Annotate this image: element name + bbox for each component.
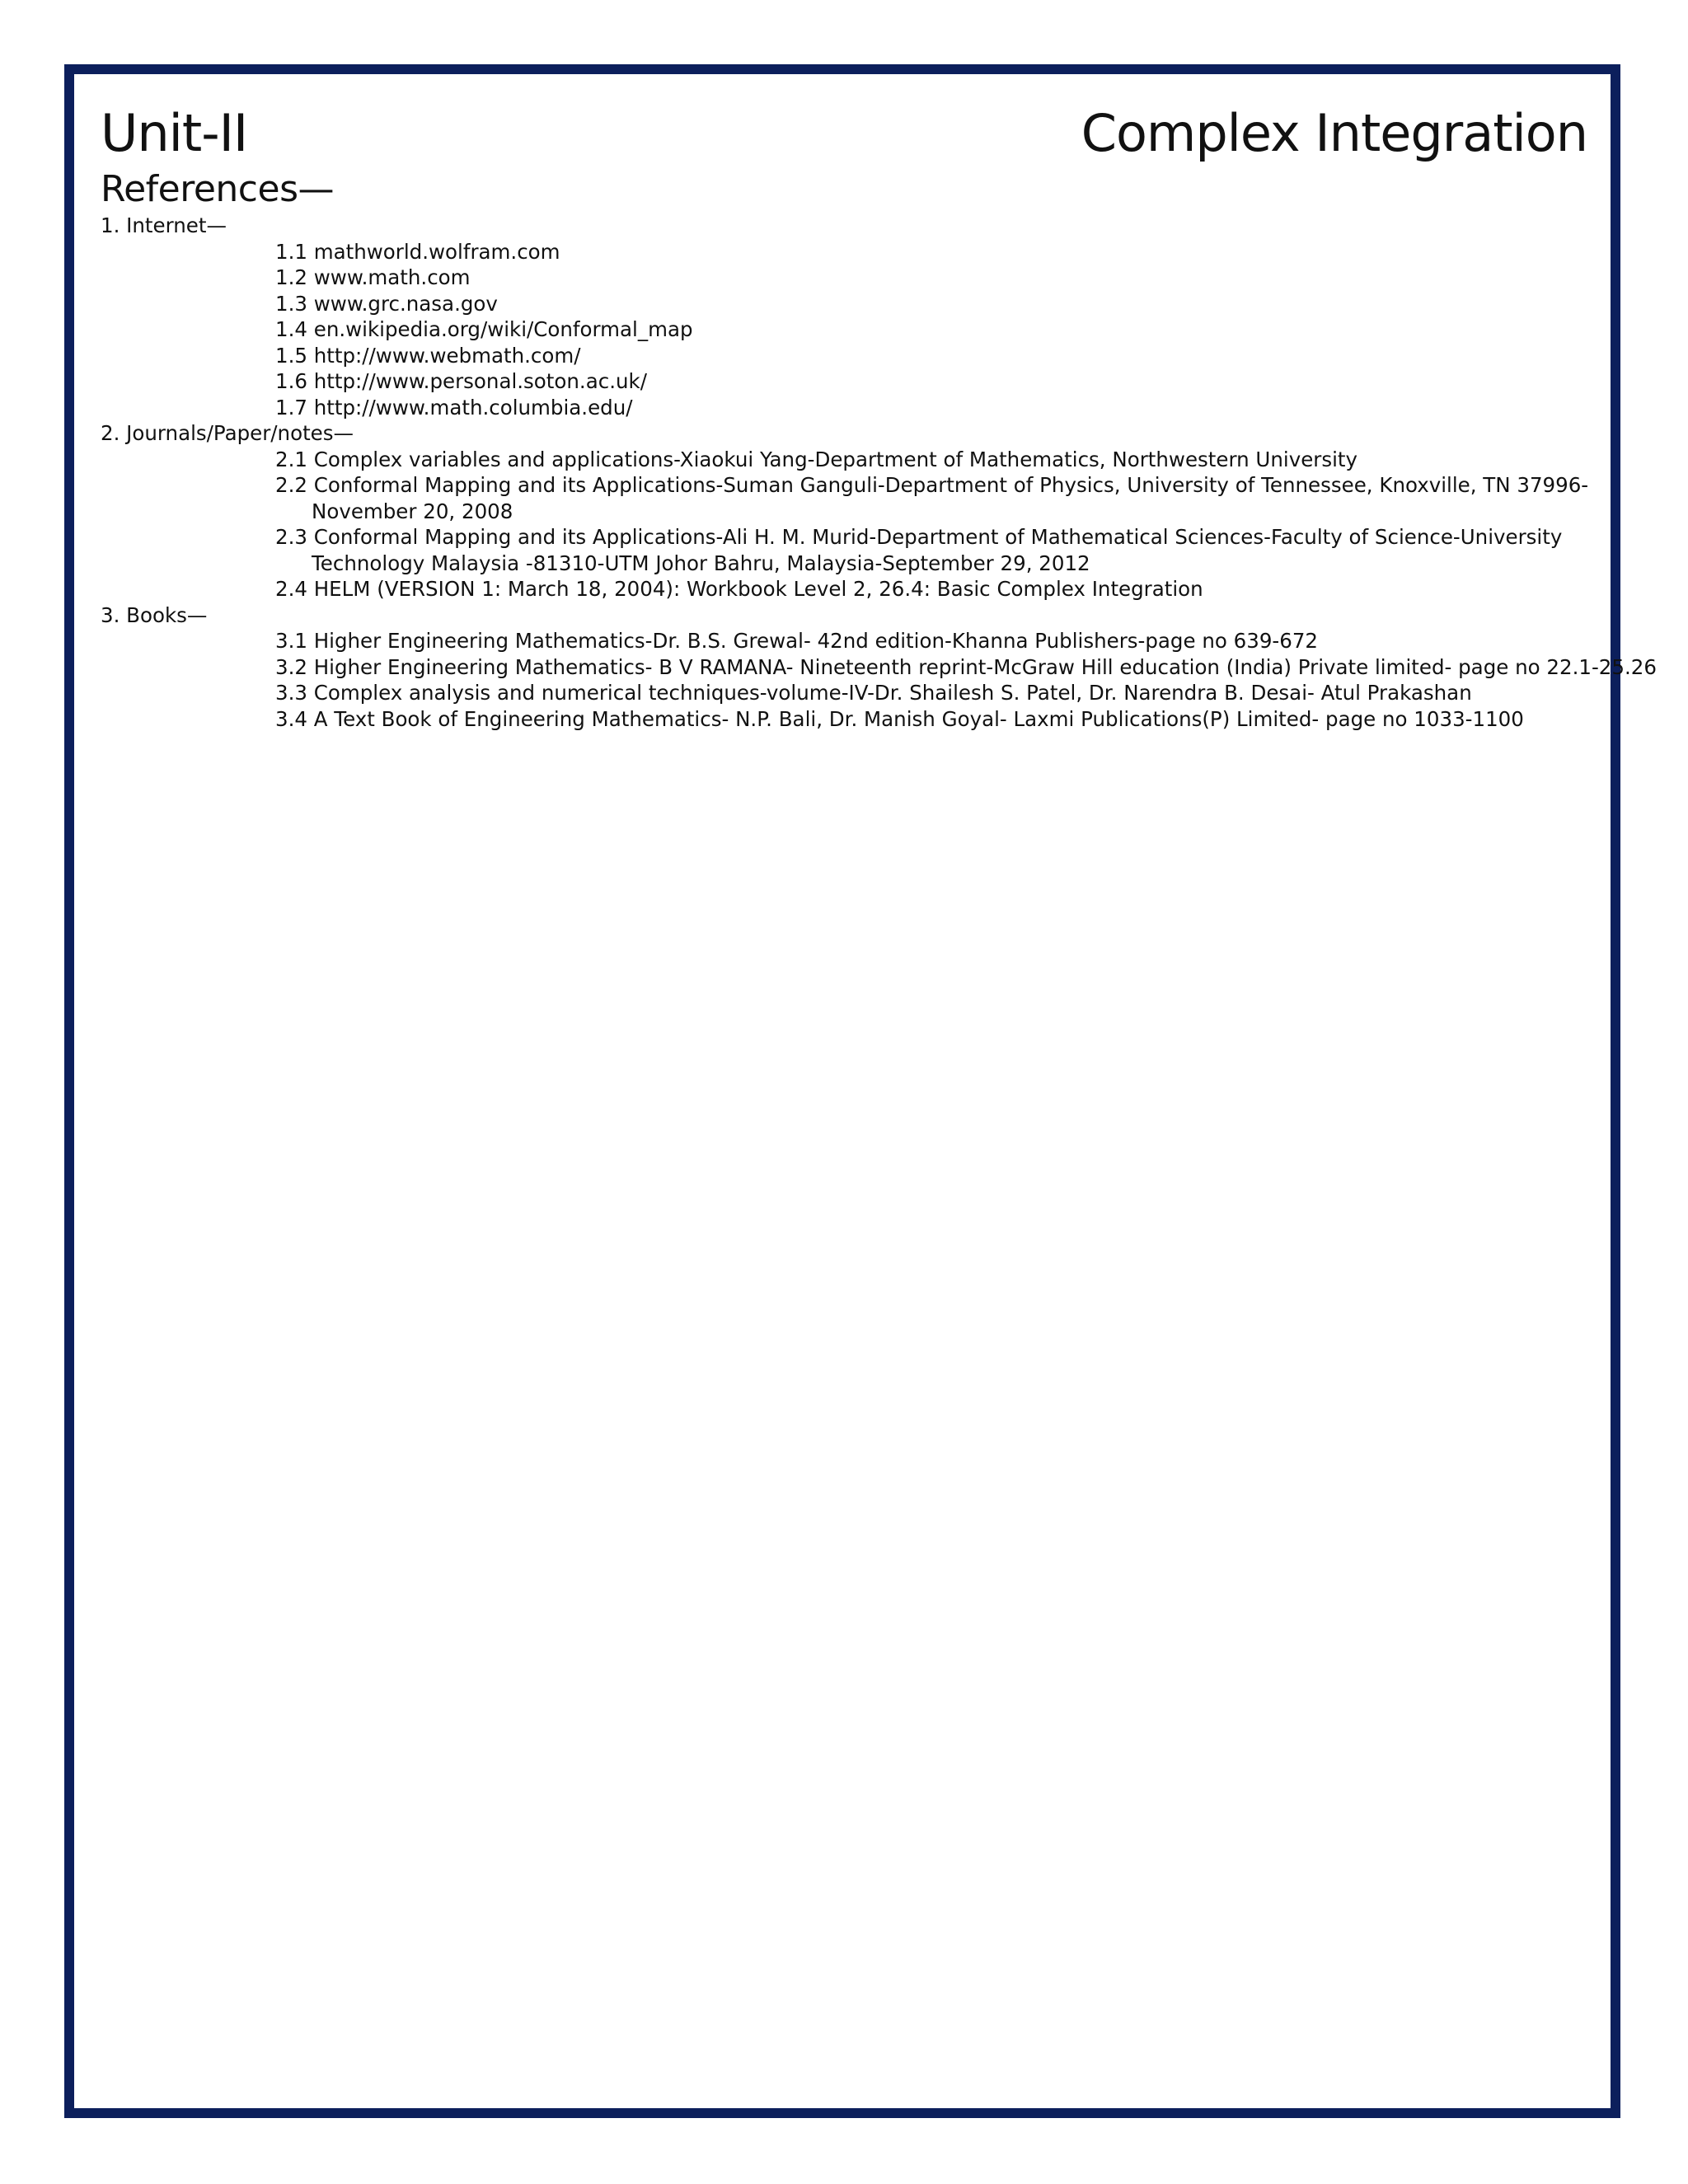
reference-item: 3.2 Higher Engineering Mathematics- B V RAMANA- Nineteenth reprint-McGraw Hill education (India) Private limited- page no 22.1-25.26 <box>275 654 1657 679</box>
references-list <box>101 213 1657 732</box>
reference-item: 3.3 Complex analysis and numerical techniques-volume-IV-Dr. Shailesh S. Patel, Dr. Narendra B. Desai- Atul Prakashan <box>275 681 1472 705</box>
topic-title: Complex Integration <box>1081 103 1587 163</box>
section-books-label: 3. Books— <box>101 602 208 627</box>
page-header <box>101 99 1587 168</box>
section-journals-label: 2. Journals/Paper/notes— <box>101 421 354 445</box>
reference-item-continuation: November 20, 2008 <box>312 499 513 523</box>
reference-item: 1.7 http://www.math.columbia.edu/ <box>275 395 633 419</box>
reference-item: 1.2 www.math.com <box>275 265 471 289</box>
reference-item: 1.5 http://www.webmath.com/ <box>275 343 581 368</box>
reference-item: 1.4 en.wikipedia.org/wiki/Conformal_map <box>275 317 693 341</box>
reference-item: 1.3 www.grc.nasa.gov <box>275 291 498 316</box>
reference-item-continuation: Technology Malaysia -81310-UTM Johor Bahru, Malaysia-September 29, 2012 <box>312 551 1090 575</box>
reference-item: 2.2 Conformal Mapping and its Applications-Suman Ganguli-Department of Physics, University of Tennessee, Knoxville, TN 37996- <box>275 473 1589 497</box>
section-internet-label: 1. Internet— <box>101 213 227 237</box>
unit-title: Unit-II <box>101 103 248 163</box>
reference-item: 3.4 A Text Book of Engineering Mathematics- N.P. Bali, Dr. Manish Goyal- Laxmi Publications(P) Limited- page no 1033-1100 <box>275 706 1524 731</box>
reference-item: 3.1 Higher Engineering Mathematics-Dr. B.S. Grewal- 42nd edition-Khanna Publishers-page no 639-672 <box>275 629 1319 653</box>
reference-item: 2.3 Conformal Mapping and its Applications-Ali H. M. Murid-Department of Mathematical Sciences-Faculty of Science-University <box>275 525 1563 549</box>
reference-item: 2.4 HELM (VERSION 1: March 18, 2004): Workbook Level 2, 26.4: Basic Complex Integration <box>275 577 1203 601</box>
reference-item: 1.1 mathworld.wolfram.com <box>275 239 560 264</box>
references-heading: References— <box>101 168 334 210</box>
reference-item: 2.1 Complex variables and applications-Xiaokui Yang-Department of Mathematics, Northwestern University <box>275 447 1358 471</box>
reference-item: 1.6 http://www.personal.soton.ac.uk/ <box>275 369 647 393</box>
